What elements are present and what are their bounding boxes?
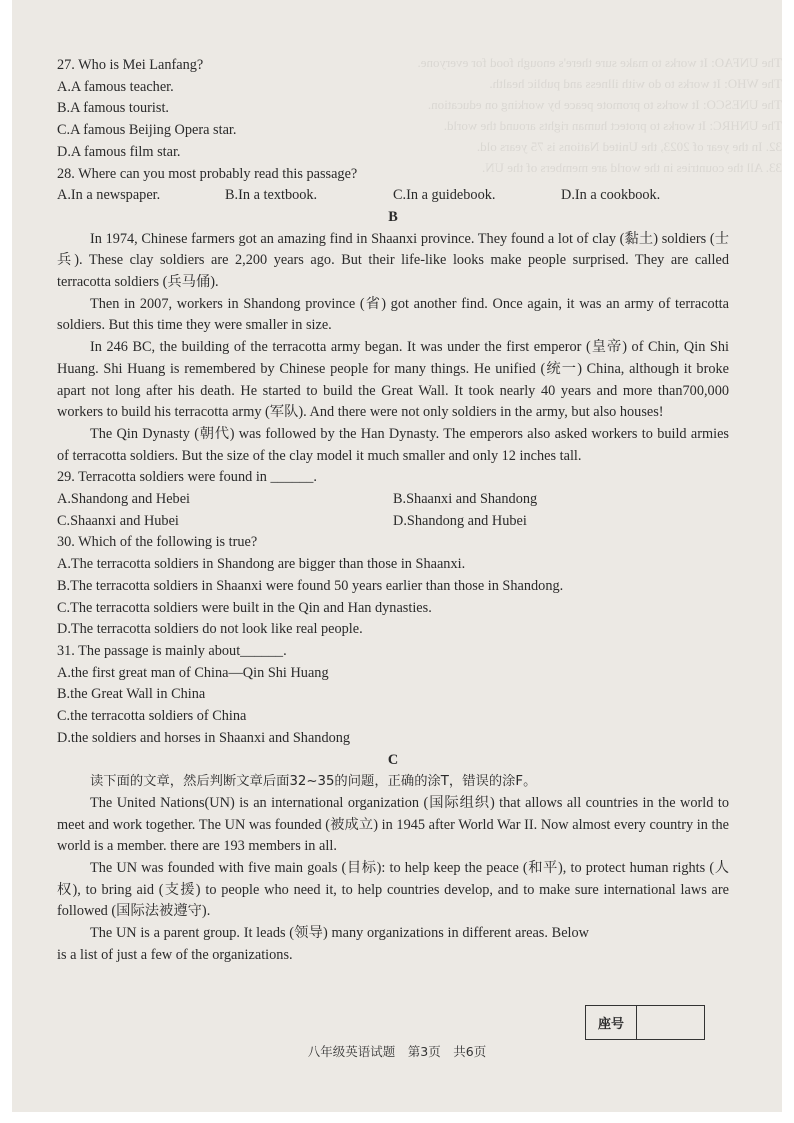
question-28 <box>57 164 729 207</box>
page-footer: 八年级英语试题 第3页 共6页 <box>307 1044 487 1059</box>
option-a: A.Shandong and Hebei <box>57 491 191 508</box>
option-c: C.the terracotta soldiers of China <box>57 708 247 725</box>
question-29 <box>57 467 729 532</box>
option-b: B.Shaanxi and Shandong <box>393 491 538 508</box>
paragraph: The UN was founded with five main goals (目标): to help keep the peace (和平), to protect human rights (人权), to bring aid (支援) to people who need it, to help countries develop, and to make sure international laws are followed (国际法被遵守). <box>57 860 729 920</box>
option-b: B.In a textbook. <box>225 187 318 204</box>
paragraph: The UN is a parent group. It leads (领导) many organizations in different areas. Below is a list of just a few of the organizations. <box>57 925 589 963</box>
question-31 <box>57 641 729 750</box>
question-27 <box>57 55 729 164</box>
options-row <box>57 511 729 533</box>
option-a: A.the first great man of China—Qin Shi Huang <box>57 664 329 681</box>
option-d: D.In a cookbook. <box>561 187 661 204</box>
option-d: D.Shandong and Hubei <box>393 512 527 529</box>
seat-number-box <box>585 1005 705 1040</box>
paragraph: Then in 2007, workers in Shandong province (省) got another find. Once again, it was an army of terracotta soldiers. But this time they were smaller in size. <box>57 295 729 334</box>
option-a: A.In a newspaper. <box>57 187 161 204</box>
page-content <box>57 55 729 967</box>
question-stem: 29. Terracotta soldiers were found in ______. <box>57 469 317 486</box>
seat-number-blank <box>637 1006 704 1039</box>
seat-number-label: 座号 <box>586 1006 637 1039</box>
options-row <box>57 185 729 207</box>
question-stem: 31. The passage is mainly about______. <box>57 642 287 659</box>
question-stem: 30. Which of the following is true? <box>57 534 258 551</box>
option-a: A.A famous teacher. <box>57 78 174 95</box>
passage-c <box>57 793 729 967</box>
paragraph: In 246 BC, the building of the terracotta army began. It was under the first emperor (皇帝) of Chin, Qin Shi Huang. Shi Huang is remembered by Chinese people for many things. He unified (统一) China, although it broke apart not long after his death. He started to build the Great Wall. It took nearly 40 years and more than700,000 workers to build his terracotta army (军队). And there were not only soldiers in the army, but also houses! <box>57 339 729 421</box>
section-heading-b: B <box>388 208 398 225</box>
option-c: C.A famous Beijing Opera star. <box>57 122 237 139</box>
option-c: C.The terracotta soldiers were built in the Qin and Han dynasties. <box>57 599 432 616</box>
question-30 <box>57 532 729 641</box>
question-stem: 28. Where can you most probably read this passage? <box>57 165 358 182</box>
instruction-text: 读下面的文章，然后判断文章后面32~35的问题，正确的涂T，错误的涂F。 <box>90 774 537 790</box>
paragraph: The Qin Dynasty (朝代) was followed by the Han Dynasty. The emperors also asked workers to build armies of terracotta soldiers. But the size of the clay model it much smaller and only 12 inches tall. <box>57 425 729 464</box>
option-c: C.In a guidebook. <box>393 187 496 204</box>
option-d: D.the soldiers and horses in Shaanxi and Shandong <box>57 729 351 746</box>
option-b: B.A famous tourist. <box>57 100 169 117</box>
option-d: D.The terracotta soldiers do not look like real people. <box>57 621 363 638</box>
option-b: B.The terracotta soldiers in Shaanxi were found 50 years earlier than those in Shandong. <box>57 577 564 594</box>
option-b: B.the Great Wall in China <box>57 686 206 703</box>
bleed-through-text: The UNFAO: It works to make sure there's enough food for everyone. The WHO: It works to do with illness and public health. The UNESCO: It works to promote peace by working on education. The UNHRC: It works to protect human rights around the world. 32. In the year of 2023, the United Nations is 75 years old. 33. All the countries in the world are members of the UN. <box>417 55 782 175</box>
options-row <box>57 489 729 511</box>
exam-page <box>12 0 782 1112</box>
paragraph: In 1974, Chinese farmers got an amazing find in Shaanxi province. They found a lot of clay (黏土) soldiers (士兵). These clay soldiers are 2,200 years ago. But their life-like looks make people surprised. They are called terracotta soldiers (兵马俑). <box>57 230 729 291</box>
paragraph: The United Nations(UN) is an international organization (国际组织) that allows all countries in the world to meet and work together. The UN was founded (被成立) in 1945 after World War II. Now almost every country in the world is a member. there are 193 members in all. <box>57 794 729 855</box>
passage-b <box>57 229 729 468</box>
section-heading-c: C <box>387 751 399 768</box>
option-d: D.A famous film star. <box>57 143 181 160</box>
option-a: A.The terracotta soldiers in Shandong are bigger than those in Shaanxi. <box>57 556 466 573</box>
question-stem: 27. Who is Mei Lanfang? <box>57 57 204 73</box>
option-c: C.Shaanxi and Hubei <box>57 512 179 529</box>
